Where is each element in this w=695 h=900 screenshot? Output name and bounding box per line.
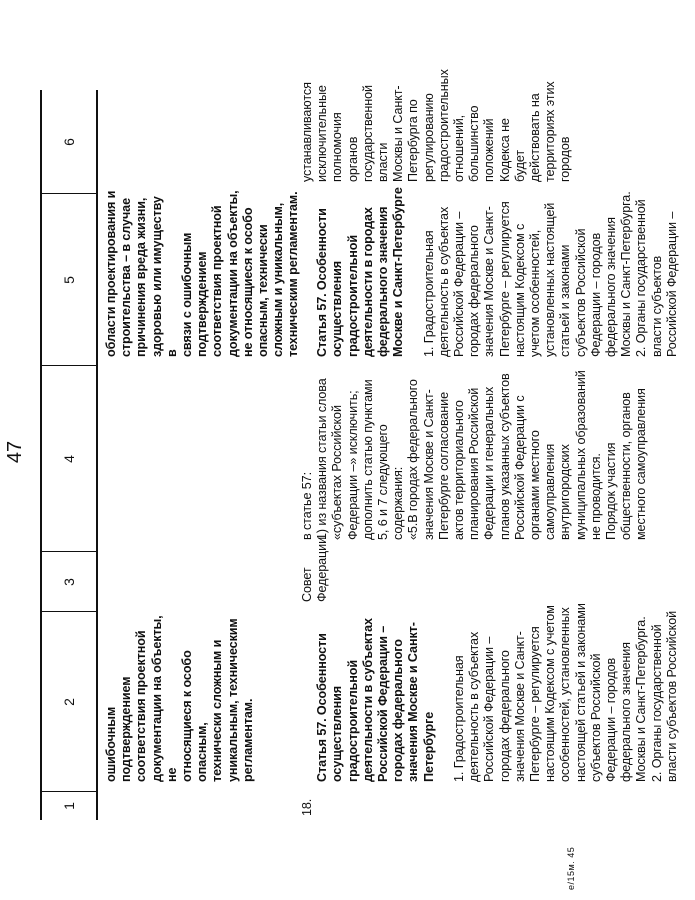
column-number-2: 2	[61, 698, 77, 706]
original-article-body: 1. Градостроительная деятельность в субъектах Российской Федерации – городах федерального значения Москве и Санкт- Петербурге – регулируется настоящим Кодексом с учетом особенностей, установленных настоящей статьей и законами субъектов Российской Федерации – городов федерального значения Москвы и Санкт-Петербурга. 2. Органы государственной власти субъектов Российской	[452, 603, 679, 782]
row-18-col2	[300, 600, 695, 782]
amendment-author: Совет Федерации	[300, 536, 330, 602]
continued-row-col2: ошибочным подтверждением соответствия проектной документации на объекты, не относящиеся к особо опасным, технически сложным и уникальным, техническим регламентам.	[104, 615, 255, 782]
column-number-1: 1	[61, 802, 77, 810]
continued-row-col5: области проектирования и строительства – в случае причинения вреда жизни, здоровью или имуществу в связи с ошибочным подтверждением соответствия проектной документации на объекты, не относящиеся к особо опасным, технически сложным и уникальным, техническим регламентам.	[104, 190, 301, 357]
amended-article-body: 1. Градостроительная деятельность в субъектах Российской Федерации – городах федерального значения Москве и Санкт- Петербурге – регулируется настоящим Кодексом с учетом особенностей, установленных настоящей статьей и законами субъектов Российской Федерации – городов федерального значения Москвы и Санкт-Петербурга. 2. Органы государственной власти субъектов Российской Федерации –	[421, 191, 679, 357]
row-18-col5	[300, 185, 695, 357]
original-article-title: Статья 57. Особенности осуществления градостроительной деятельности в субъектах Российской Федерации – городах федерального значения Москве и Санкт- Петербурге	[315, 618, 436, 782]
amended-article-title: Статья 57. Особенности осуществления градостроительной деятельности в городах федерального значения Москве и Санкт-Петербурге	[315, 187, 406, 357]
column-number-6: 6	[61, 138, 77, 146]
page-number: 47	[4, 440, 26, 464]
column-header-row	[40, 90, 98, 820]
comment-text: устанавливаются исключительные полномочия органов государственной власти Москвы и Санкт- Петербурга по регулированию градостроительных отношений, большинство положений Кодекса не будет действовать на территориях этих городов	[300, 69, 573, 182]
column-number-4: 4	[61, 455, 77, 463]
amendment-text: в статье 57: 1) из названия статьи слова «субъектах Российской Федерации –» исключить; дополнить статью пунктами 5, 6 и 7 следующего содержания: «5.В городах федерального значения Москве и Санкт- Петербурге согласование актов территориального планирования Российской Федерации и генеральных планов указанных субъектов Российской Федерации с органами местного самоуправления внутригородских муниципальных образований не проводится. Порядок участия общественности, органов местного самоуправления	[300, 370, 649, 540]
footer-mark: e/15м. 45	[566, 846, 576, 890]
column-number-5: 5	[61, 276, 77, 284]
row-number: 18.	[300, 798, 314, 816]
column-number-3: 3	[61, 578, 77, 586]
